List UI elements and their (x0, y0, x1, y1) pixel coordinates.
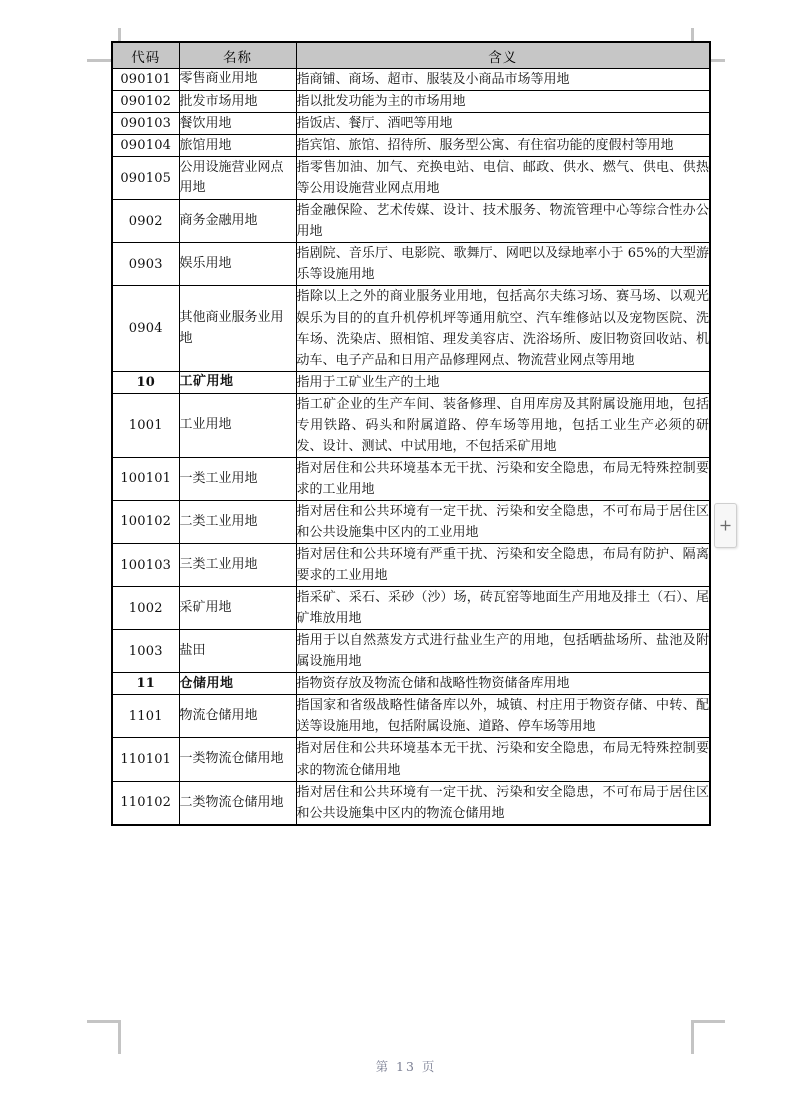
cell-meaning: 指以批发功能为主的市场用地 (296, 91, 710, 113)
cell-name: 二类物流仓储用地 (179, 781, 296, 825)
cell-name: 零售商业用地 (179, 69, 296, 91)
table-row (112, 371, 710, 393)
add-column-button[interactable] (714, 503, 737, 548)
table-row (112, 695, 710, 738)
cell-code: 11 (112, 673, 179, 695)
cell-code: 1002 (112, 587, 179, 630)
cell-meaning: 指饭店、餐厅、酒吧等用地 (296, 113, 710, 135)
cell-name: 批发市场用地 (179, 91, 296, 113)
cell-meaning: 指宾馆、旅馆、招待所、服务型公寓、有住宿功能的度假村等用地 (296, 135, 710, 157)
table-row (112, 544, 710, 587)
cell-name: 工矿用地 (179, 371, 296, 393)
cell-meaning: 指对居住和公共环境基本无干扰、污染和安全隐患，布局无特殊控制要求的物流仓储用地 (296, 738, 710, 781)
cell-meaning: 指对居住和公共环境有一定干扰、污染和安全隐患，不可布局于居住区和公共设施集中区内的工业用地 (296, 500, 710, 543)
cell-meaning: 指国家和省级战略性储备库以外，城镇、村庄用于物资存储、中转、配送等设施用地，包括附属设施、道路、停车场等用地 (296, 695, 710, 738)
cell-code: 090102 (112, 91, 179, 113)
cell-code: 100103 (112, 544, 179, 587)
page-number-footer: 第 13 页 (375, 1059, 437, 1074)
cell-meaning: 指对居住和公共环境有严重干扰、污染和安全隐患，布局有防护、隔离要求的工业用地 (296, 544, 710, 587)
cell-code: 100101 (112, 457, 179, 500)
cell-meaning: 指金融保险、艺术传媒、设计、技术服务、物流管理中心等综合性办公用地 (296, 200, 710, 243)
cell-code: 0902 (112, 200, 179, 243)
table-row (112, 587, 710, 630)
cell-code: 1001 (112, 393, 179, 457)
cell-name: 二类工业用地 (179, 500, 296, 543)
table-row (112, 113, 710, 135)
land-use-classification-table (111, 41, 711, 826)
cell-name: 三类工业用地 (179, 544, 296, 587)
cell-code: 100102 (112, 500, 179, 543)
cell-name: 仓储用地 (179, 673, 296, 695)
column-header-code: 代码 (112, 42, 179, 69)
cell-code: 1003 (112, 630, 179, 673)
cell-code: 10 (112, 371, 179, 393)
table-row (112, 393, 710, 457)
table-body (112, 69, 710, 825)
table-row (112, 781, 710, 825)
crop-mark-horizontal-line (691, 1020, 725, 1023)
cell-code: 090105 (112, 157, 179, 200)
cell-meaning: 指用于以自然蒸发方式进行盐业生产的用地，包括晒盐场所、盐池及附属设施用地 (296, 630, 710, 673)
land-use-classification-table-container (111, 41, 709, 826)
cell-code: 0904 (112, 286, 179, 371)
table-row (112, 630, 710, 673)
cell-name: 商务金融用地 (179, 200, 296, 243)
table-row (112, 135, 710, 157)
table-row (112, 286, 710, 371)
cell-meaning: 指零售加油、加气、充换电站、电信、邮政、供水、燃气、供电、供热等公用设施营业网点用地 (296, 157, 710, 200)
column-header-meaning: 含义 (296, 42, 710, 69)
cell-name: 一类物流仓储用地 (179, 738, 296, 781)
cell-meaning: 指物资存放及物流仓储和战略性物资储备库用地 (296, 673, 710, 695)
cell-name: 旅馆用地 (179, 135, 296, 157)
cell-name: 其他商业服务业用地 (179, 286, 296, 371)
table-row (112, 738, 710, 781)
table-row (112, 457, 710, 500)
table-row (112, 673, 710, 695)
crop-mark-vertical-line (691, 1020, 694, 1054)
cell-name: 一类工业用地 (179, 457, 296, 500)
column-header-name: 名称 (179, 42, 296, 69)
table-row (112, 69, 710, 91)
crop-mark-vertical-line (118, 1020, 121, 1054)
cell-code: 090103 (112, 113, 179, 135)
cell-name: 采矿用地 (179, 587, 296, 630)
table-header-row (112, 42, 710, 69)
table-row (112, 243, 710, 286)
table-header (112, 42, 710, 69)
cell-meaning: 指用于工矿业生产的土地 (296, 371, 710, 393)
cell-code: 090104 (112, 135, 179, 157)
cell-meaning: 指除以上之外的商业服务业用地，包括高尔夫练习场、赛马场、以观光娱乐为目的的直升机停机坪等通用航空、汽车维修站以及宠物医院、洗车场、洗染店、照相馆、理发美容店、洗浴场所、废旧物资回收站、机动车、电子产品和日用产品修理网点、物流营业网点等用地 (296, 286, 710, 371)
cell-name: 工业用地 (179, 393, 296, 457)
table-row (112, 200, 710, 243)
table-row (112, 157, 710, 200)
cell-meaning: 指商铺、商场、超市、服装及小商品市场等用地 (296, 69, 710, 91)
cell-code: 090101 (112, 69, 179, 91)
plus-icon (719, 519, 732, 532)
cell-meaning: 指工矿企业的生产车间、装备修理、自用库房及其附属设施用地，包括专用铁路、码头和附属道路、停车场等用地，包括工业生产必须的研发、设计、测试、中试用地，不包括采矿用地 (296, 393, 710, 457)
cell-code: 1101 (112, 695, 179, 738)
table-row (112, 91, 710, 113)
cell-name: 物流仓储用地 (179, 695, 296, 738)
cell-name: 公用设施营业网点用地 (179, 157, 296, 200)
cell-name: 娱乐用地 (179, 243, 296, 286)
cell-code: 0903 (112, 243, 179, 286)
cell-meaning: 指对居住和公共环境有一定干扰、污染和安全隐患，不可布局于居住区和公共设施集中区内的物流仓储用地 (296, 781, 710, 825)
cell-name: 餐饮用地 (179, 113, 296, 135)
cell-meaning: 指对居住和公共环境基本无干扰、污染和安全隐患，布局无特殊控制要求的工业用地 (296, 457, 710, 500)
cell-name: 盐田 (179, 630, 296, 673)
cell-meaning: 指采矿、采石、采砂（沙）场，砖瓦窑等地面生产用地及排土（石）、尾矿堆放用地 (296, 587, 710, 630)
cell-code: 110101 (112, 738, 179, 781)
crop-mark-horizontal-line (87, 1020, 121, 1023)
cell-meaning: 指剧院、音乐厅、电影院、歌舞厅、网吧以及绿地率小于 65%的大型游乐等设施用地 (296, 243, 710, 286)
cell-code: 110102 (112, 781, 179, 825)
table-row (112, 500, 710, 543)
